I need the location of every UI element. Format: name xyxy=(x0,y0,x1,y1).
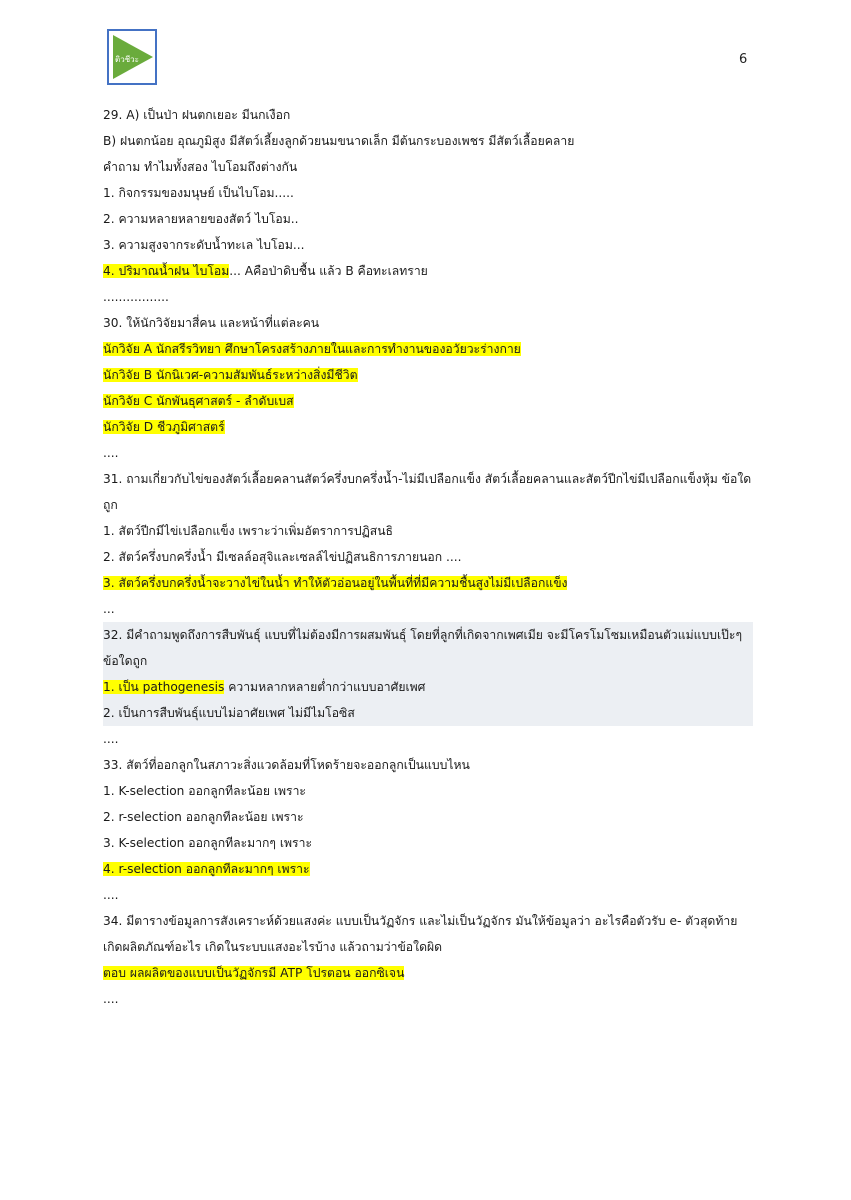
q30-researcher-c-text: นักวิจัย C นักพันธุศาสตร์ - ลำดับเบส xyxy=(103,394,294,408)
q32-line-2: ข้อใดถูก xyxy=(103,654,148,668)
logo xyxy=(107,29,157,85)
q29-dots: ................. xyxy=(103,290,169,304)
q29-option-1: 1. กิจกรรมของมนุษย์ เป็นไบโอม..... xyxy=(103,186,294,200)
q29-option-4 xyxy=(103,258,753,284)
q33-option-2: 2. r-selection ออกลูกทีละน้อย เพราะ xyxy=(103,810,304,824)
q31-line-1: 31. ถามเกี่ยวกับไข่ของสัตว์เลื้อยคลานสัตว์ครึ่งบกครึ่งน้ำ-ไม่มีเปลือกแข็ง สัตว์เลื้อยคลานและสัตว์ปีกไข่มีเปลือกแข็งหุ้ม ข้อใด xyxy=(103,472,752,486)
q34-line-1: 34. มีตารางข้อมูลการสังเคราะห์ด้วยแสงค่ะ แบบเป็นวัฏจักร และไม่เป็นวัฏจักร มันให้ข้อมูลว่า อะไรคือตัวรับ e- ตัวสุดท้าย xyxy=(103,914,738,928)
q33-option-4-text: 4. r-selection ออกลูกทีละมากๆ เพราะ xyxy=(103,862,310,876)
q31-option-3 xyxy=(103,570,753,596)
q30-researcher-b-text: นักวิจัย B นักนิเวศ-ความสัมพันธ์ระหว่างสิ่งมีชีวิต xyxy=(103,368,358,382)
q33-option-4 xyxy=(103,856,753,882)
q32-option-1-rest: ความหลากหลายต่ำกว่าแบบอาศัยเพศ xyxy=(224,680,426,694)
q29-line-1: 29. A) เป็นป่า ฝนตกเยอะ มีนกเงือก xyxy=(103,108,291,122)
q34-answer-text: ตอบ ผลผลิตของแบบเป็นวัฏจักรมี ATP โปรตอน ออกซิเจน xyxy=(103,966,405,980)
page-number: 6 xyxy=(739,52,748,67)
q29-option-4-rest: ... Aคือป่าดิบชื้น แล้ว B คือทะเลทราย xyxy=(229,264,428,278)
q29-option-3: 3. ความสูงจากระดับน้ำทะเล ไบโอม... xyxy=(103,238,305,252)
q30-researcher-c xyxy=(103,388,753,414)
q29-question: คำถาม ทำไมทั้งสอง ไบโอมถึงต่างกัน xyxy=(103,160,298,174)
q30-researcher-b xyxy=(103,362,753,388)
q31-option-3-text: 3. สัตว์ครึ่งบกครึ่งน้ำจะวางไข่ในน้ำ ทำให้ตัวอ่อนอยู่ในพื้นที่ที่มีความชื้นสูงไม่มีเปลือกแข็ง xyxy=(103,576,568,590)
q33-line-1: 33. สัตว์ที่ออกลูกในสภาวะสิ่งแวดล้อมที่โหดร้ายจะออกลูกเป็นแบบไหน xyxy=(103,758,470,772)
q34-answer xyxy=(103,960,753,986)
q29-option-2: 2. ความหลายหลายของสัตว์ ไบโอม.. xyxy=(103,212,299,226)
q30-researcher-d xyxy=(103,414,753,440)
q32-option-1-highlight: 1. เป็น pathogenesis xyxy=(103,680,225,694)
q31-option-1: 1. สัตว์ปีกมีไข่เปลือกแข็ง เพราะว่าเพิ่มอัตราการปฏิสนธิ xyxy=(103,524,393,538)
q30-line-1: 30. ให้นักวิจัยมาสี่คน และหน้าที่แต่ละคน xyxy=(103,316,320,330)
q31-option-2: 2. สัตว์ครึ่งบกครึ่งน้ำ มีเซลล์อสุจิและเซลล์ไข่ปฏิสนธิการภายนอก .... xyxy=(103,550,462,564)
q32-line-1: 32. มีคำถามพูดถึงการสืบพันธุ์ แบบที่ไม่ต้องมีการผสมพันธุ์ โดยที่ลูกที่เกิดจากเพศเมีย จะมีโครโมโซมเหมือนตัวแม่แบบเป๊ะๆ xyxy=(103,628,742,642)
q32-block xyxy=(103,622,753,726)
q32-option-1 xyxy=(103,674,753,700)
q33-option-1: 1. K-selection ออกลูกทีละน้อย เพราะ xyxy=(103,784,306,798)
q30-researcher-a-text: นักวิจัย A นักสรีรวิทยา ศึกษาโครงสร้างภายในและการทำงานของอวัยวะร่างกาย xyxy=(103,342,521,356)
q32-option-2: 2. เป็นการสืบพันธุ์แบบไม่อาศัยเพศ ไม่มีไมโอซิส xyxy=(103,706,355,720)
q30-researcher-d-text: นักวิจัย D ชีวภูมิศาสตร์ xyxy=(103,420,225,434)
q34-line-2: เกิดผลิตภัณฑ์อะไร เกิดในระบบแสงอะไรบ้าง แล้วถามว่าข้อใดผิด xyxy=(103,940,443,954)
q30-dots: .... xyxy=(103,446,119,460)
logo-text: ติวชีวะ xyxy=(115,55,139,64)
document-body xyxy=(103,102,753,1012)
q34-dots: .... xyxy=(103,992,119,1006)
q31-dots: ... xyxy=(103,602,115,616)
q29-line-2: B) ฝนตกน้อย อุณภูมิสูง มีสัตว์เลี้ยงลูกด้วยนมขนาดเล็ก มีต้นกระบองเพชร มีสัตว์เลื้อยคลาย xyxy=(103,134,575,148)
q33-dots: .... xyxy=(103,888,119,902)
q32-dots: .... xyxy=(103,732,119,746)
q31-line-2: ถูก xyxy=(103,498,118,512)
q29-option-4-highlight: 4. ปริมาณน้ำฝน ไบโอม xyxy=(103,264,230,278)
q30-researcher-a xyxy=(103,336,753,362)
q33-option-3: 3. K-selection ออกลูกทีละมากๆ เพราะ xyxy=(103,836,312,850)
